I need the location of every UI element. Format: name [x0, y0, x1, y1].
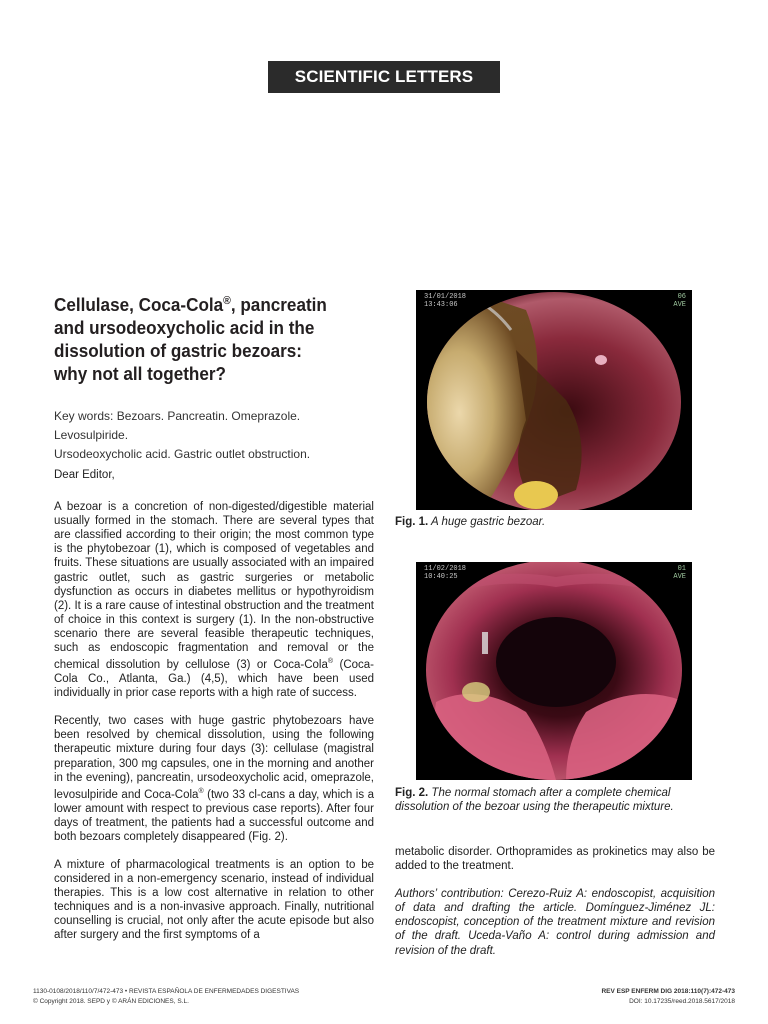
footer-copyright: © Copyright 2018. SEPD y © ARÁN EDICIONES, S.L. — [33, 998, 189, 1005]
paragraph: A bezoar is a concretion of non-digested/digestible material usually formed in the stomach. There are several types that are classified according to their origin; the most common type is the phytobezoar (1), which is composed of vegetables and fruits. These situations are usually associated with an impaired gastric outlet, such as gastric surgeries or metabolic dysfunction as occurs in diabetes mellitus or hypothyroidism (2). It is a rare cause of intestinal obstruction and the treatment of choice in this context is surgery (1). In the non-obstructive scenario there are several feasible therapeutic techniques, such as endoscopic fragmentation and removal or the chemical dissolution by cellulose (3) or Coca-Cola® (Coca-Cola Co., Atlanta, Ga.) (4,5), which have been used individually in prior case reports with a high rate of success. — [54, 501, 374, 700]
figure-2-image — [416, 562, 692, 780]
keywords-line: Key words: Bezoars. Pancreatin. Omeprazole. Levosulpiride. — [54, 409, 301, 442]
endoscopy-image-bezoar — [416, 290, 692, 510]
paragraph: metabolic disorder. Orthopramides as prokinetics may also be added to the treatment. — [395, 846, 715, 873]
body-column-right — [395, 845, 715, 972]
paragraph: A mixture of pharmacological treatments is an option to be considered in a non-emergency scenario, instead of individual therapies. This is a low cost alternative in relation to other techniques and is a non-invasive approach. Finally, nutritional counselling is crucial, not only after the acute episode but also after surgery and the first symptoms of a — [54, 858, 374, 942]
footer-left — [33, 987, 299, 1007]
endoscopy-image-stomach — [416, 562, 692, 780]
keywords-line: Ursodeoxycholic acid. Gastric outlet obstruction. — [54, 447, 311, 461]
osd-timestamp: 11/02/2018 10:40:25 — [424, 565, 467, 581]
body-column-left — [54, 468, 374, 956]
figure-1-image — [416, 290, 692, 510]
footer-journal-line: 1130-0108/2018/110/7/472-473 • REVISTA ESPAÑOLA DE ENFERMEDADES DIGESTIVAS — [33, 988, 300, 995]
osd-code: 01 AVE — [673, 565, 686, 581]
osd-timestamp: 31/01/2018 13:43:06 — [424, 293, 467, 309]
footer-right — [601, 987, 735, 1007]
section-label: SCIENTIFIC LETTERS — [268, 61, 500, 93]
keywords — [54, 407, 374, 464]
salutation: Dear Editor, — [54, 469, 115, 481]
article-title: Cellulase, Coca-Cola®, pancreatin and ursodeoxycholic acid in the dissolution of gastric bezoars: why not all together? — [54, 295, 327, 384]
osd-code: 06 AVE — [673, 293, 686, 309]
paragraph: Recently, two cases with huge gastric phytobezoars have been resolved by chemical dissolution, using the following therapeutic mixture during four days (3): cellulase (magistral preparation, 300 mg capsules, one in the morning and another in the evening), pancreatin, ursodeoxycholic acid, omeprazole, levosulpiride and Coca-Cola® (two 33 cl-cans a day, which is a lower amount with respect to previous case reports). After four days of treatment, the patients had a successful outcome and both bezoars completely disappeared (Fig. 2). — [54, 715, 374, 843]
figure-1-caption: Fig. 1. A huge gastric bezoar. — [395, 516, 546, 528]
figure-2-caption: Fig. 2. The normal stomach after a complete chemical dissolution of the bezoar using the therapeutic mixture. — [395, 787, 674, 813]
footer-citation: REV ESP ENFERM DIG 2018:110(7):472-473 — [601, 988, 735, 995]
footer-doi: DOI: 10.17235/reed.2018.5617/2018 — [629, 998, 735, 1005]
authors-contribution: Authors’ contribution: Cerezo-Ruiz A: endoscopist, acquisition of data and drafting the article. Domínguez-Jiménez JL: endoscopist, conception of the treatment mixture and revision of the draft. Uceda-Vaño A: control during admission and revision of the draft. — [395, 888, 715, 957]
